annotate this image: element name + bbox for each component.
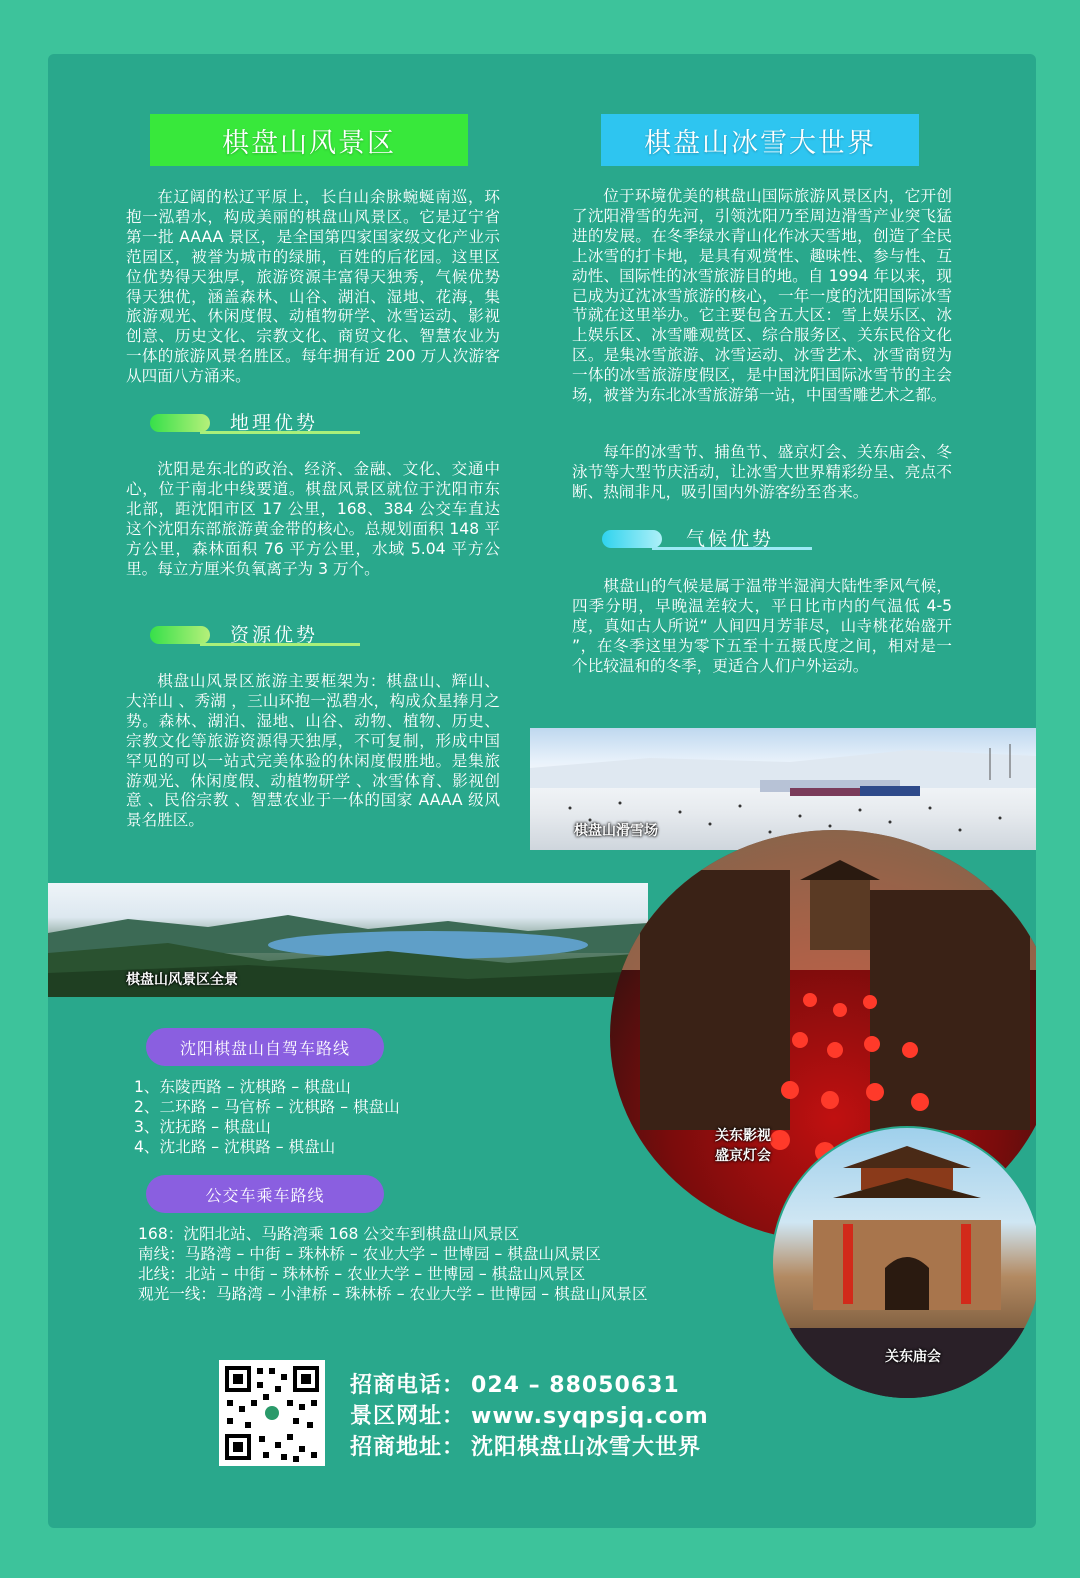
ski-resort-photo [530,728,1036,850]
drive-route-item: 3、沈抚路 – 棋盘山 [134,1118,271,1136]
climate-text: 棋盘山的气候是属于温带半湿润大陆性季风气候，四季分明，早晚温差较大，平日比市内的气温低 4-5 度，真如古人所说“ 人间四月芳菲尽，山寺桃花始盛开 ”，在冬季这里为零下五至十五摄氏度之间，相对是一个比较温和的冬季，更适合人们户外运动。 [572,577,952,675]
bus-route-item: 南线：马路湾 – 中街 – 珠林桥 – 农业大学 – 世博园 – 棋盘山风景区 [138,1245,601,1263]
geo-heading-label: 地理优势 [230,412,319,434]
ice-world-festivals: 每年的冰雪节、捕鱼节、盛京灯会、关东庙会、冬泳节等大型节庆活动，让冰雪大世界精彩纷呈、亮点不断、热闹非凡，吸引国内外游客纷至沓来。 [572,443,952,501]
drive-route-item: 2、二环路 – 马官桥 – 沈棋路 – 棋盘山 [134,1098,400,1116]
ice-world-banner: 棋盘山冰雪大世界 [601,114,919,166]
temple-caption: 关东庙会 [885,1349,941,1365]
bus-route-title: 公交车乘车路线 [146,1175,384,1213]
drive-route-title: 沈阳棋盘山自驾车路线 [146,1028,384,1066]
lantern-caption-line1: 关东影视 [715,1128,771,1144]
qr-code-pattern [219,1360,325,1466]
ice-world-intro: 位于环境优美的棋盘山国际旅游风景区内，它开创了沈阳滑雪的先河，引领沈阳乃至周边滑雪产业突飞猛进的发展。在冬季绿水青山化作冰天雪地，创造了全民上冰雪的打卡地，是具有观赏性、趣味性、参与性、互动性、国际性的冰雪旅游目的地。自 1994 年以来，现已成为辽沈冰雪旅游的核心，一年一度的沈阳国际冰雪节就在这里举办。它主要包含五大区：雪上娱乐区、冰上娱乐区、冰雪雕观赏区、综合服务区、关东民俗文化区。是集冰雪旅游、冰雪运动、冰雪艺术、冰雪商贸为一体的冰雪旅游度假区，是中国沈阳国际冰雪节的主会场，被誉为东北冰雪旅游第一站，中国雪雕艺术之都。 [572,187,952,405]
lantern-caption-line2: 盛京灯会 [715,1148,771,1164]
geo-heading-pill [150,414,210,432]
qr-code[interactable] [219,1360,325,1466]
contact-phone [350,1368,680,1399]
scenic-area-banner: 棋盘山风景区 [150,114,468,166]
climate-heading-pill [602,530,662,548]
contact-address-value: 沈阳棋盘山冰雪大世界 [471,1435,702,1460]
bus-route-item: 168：沈阳北站、马路湾乘 168 公交车到棋盘山风景区 [138,1225,520,1243]
contact-website-value[interactable]: www.syqpsjq.com [471,1404,709,1429]
bus-route-item: 观光一线：马路湾 – 小津桥 – 珠林桥 – 农业大学 – 世博园 – 棋盘山风景区 [138,1285,648,1303]
contact-phone-label: 招商电话： [350,1373,466,1398]
temple-fair-photo [771,1126,1036,1400]
drive-route-list [134,1077,400,1157]
geo-text: 沈阳是东北的政治、经济、金融、文化、交通中心，位于南北中线要道。棋盘风景区就位于沈阳市东北部，距沈阳市区 17 公里，168、384 公交车直达这个沈阳东部旅游黄金带的核心。总规划面积 148 平方公里，森林面积 76 平方公里，水域 5.04 平方公里。每立方厘米负氧离子为 3 万个。 [126,460,500,578]
ski-resort-caption: 棋盘山滑雪场 [574,823,658,839]
brochure-panel [48,54,1036,1528]
contact-website [350,1399,709,1430]
resource-text: 棋盘山风景区旅游主要框架为：棋盘山、辉山、大洋山 、秀湖 ，三山环抱一泓碧水，构成众星捧月之势。森林、湖泊、湿地、山谷、动物、植物、历史、宗教文化等旅游资源得天独厚，不可复制，形成中国罕见的可以一站式完美体验的休闲度假胜地。是集旅游观光、休闲度假、动植物研学 、冰雪体育、影视创意 、民俗宗教 、智慧农业于一体的国家 AAAA 级风景名胜区。 [126,672,500,830]
scenic-area-intro: 在辽阔的松辽平原上，长白山余脉蜿蜒南巡，环抱一泓碧水，构成美丽的棋盘山风景区。它是辽宁省第一批 AAAA 景区，是全国第四家国家级文化产业示范园区，被誉为城市的绿肺，百姓的后花园。这里区位优势得天独厚，旅游资源丰富得天独秀，气候优势得天独优，涵盖森林、山谷、湖泊、湿地、花海，集旅游观光、休闲度假、动植物研学、冰雪运动、影视创意、历史文化、宗教文化、商贸文化、智慧农业为一体的旅游风景名胜区。每年拥有近 200 万人次游客从四面八方涌来。 [126,188,500,386]
drive-route-item: 4、沈北路 – 沈棋路 – 棋盘山 [134,1138,336,1156]
bus-route-list [138,1224,648,1304]
climate-heading [602,526,812,552]
panorama-photo [48,883,648,997]
resource-heading [150,622,360,648]
resource-heading-pill [150,626,210,644]
contact-address [350,1430,701,1461]
drive-route-item: 1、东陵西路 – 沈棋路 – 棋盘山 [134,1078,351,1096]
resource-heading-label: 资源优势 [230,624,319,646]
contact-website-label: 景区网址： [350,1404,466,1429]
geo-heading [150,410,360,436]
contact-phone-value[interactable]: 024 – 88050631 [471,1373,680,1398]
climate-heading-label: 气候优势 [686,528,775,550]
panorama-caption: 棋盘山风景区全景 [126,972,238,988]
bus-route-item: 北线：北站 – 中街 – 珠林桥 – 农业大学 – 世博园 – 棋盘山风景区 [138,1265,586,1283]
contact-address-label: 招商地址： [350,1435,466,1460]
lantern-caption [715,1126,771,1166]
